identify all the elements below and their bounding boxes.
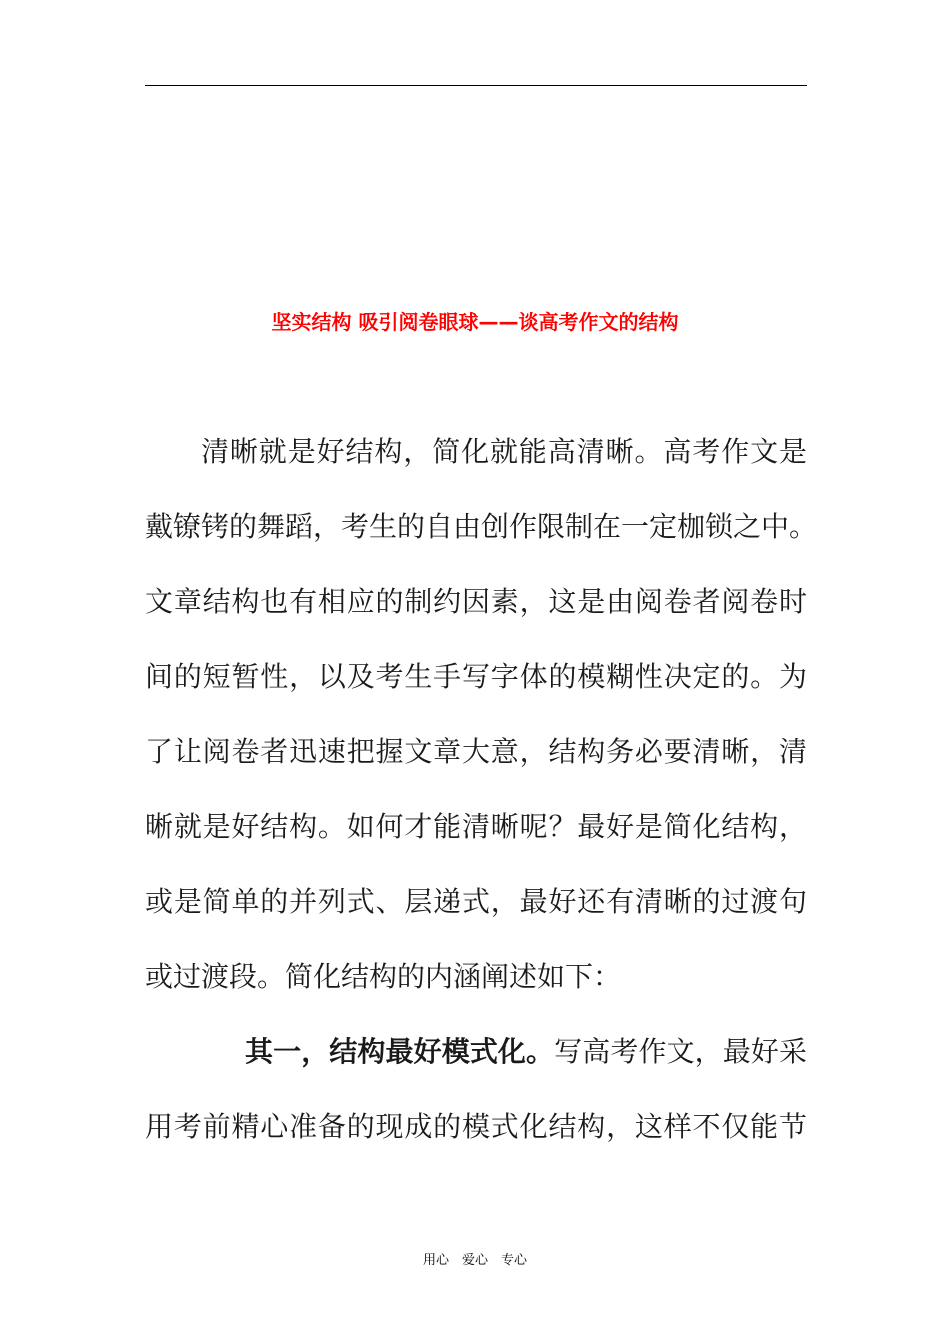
paragraph-line: 用考前精心准备的现成的模式化结构，这样不仅能节: [145, 1110, 807, 1143]
header-rule: [145, 85, 807, 86]
paragraph-line: 间的短暂性，以及考生手写字体的模糊性决定的。为: [145, 660, 807, 693]
section-lead-bold: 其一，结构最好模式化。: [245, 1035, 555, 1068]
paragraph-line: 文章结构也有相应的制约因素，这是由阅卷者阅卷时: [145, 585, 807, 618]
document-body: [145, 433, 818, 1183]
paragraph-line: 清晰就是好结构，简化就能高清晰。高考作文是: [201, 435, 807, 468]
paragraph-line: 戴镣铐的舞蹈，考生的自由创作限制在一定枷锁之中。: [145, 510, 818, 543]
page-footer: 用心 爱心 专心: [422, 1253, 527, 1268]
paragraph-line: 或是简单的并列式、层递式，最好还有清晰的过渡句: [145, 885, 807, 918]
paragraph-text: 写高考作文，最好采: [554, 1035, 807, 1068]
paragraph-line: 晰就是好结构。如何才能清晰呢？最好是简化结构，: [145, 810, 807, 843]
paragraph-line: [145, 1033, 807, 1071]
document-title: 坚实结构 吸引阅卷眼球——谈高考作文的结构: [271, 310, 679, 334]
paragraph-line: 或过渡段。简化结构的内涵阐述如下：: [145, 960, 622, 993]
paragraph-line: 了让阅卷者迅速把握文章大意，结构务必要清晰，清: [145, 735, 807, 768]
